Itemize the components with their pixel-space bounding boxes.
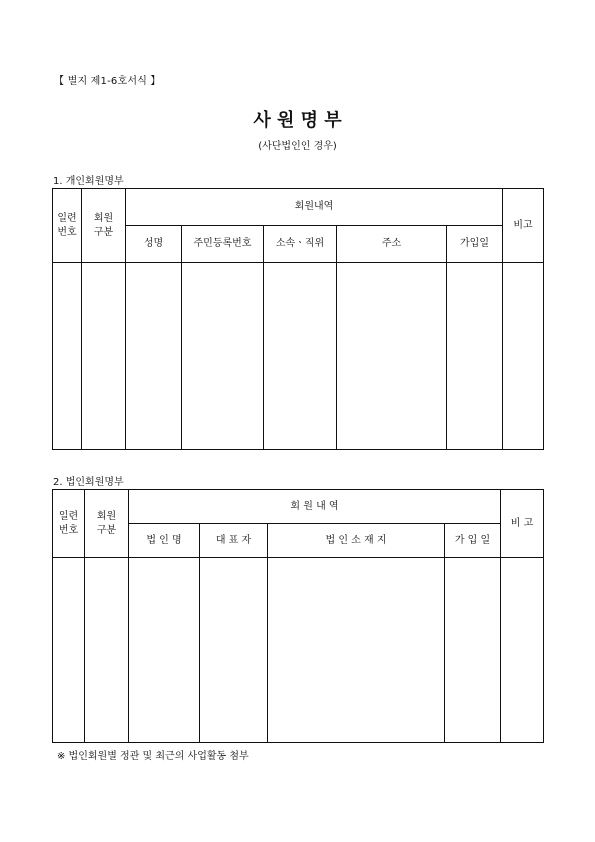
cell-remarks[interactable]: [501, 558, 544, 743]
cell-representative[interactable]: [200, 558, 268, 743]
cell-member-type[interactable]: [82, 263, 126, 450]
cell-name[interactable]: [126, 263, 182, 450]
cell-serial[interactable]: [53, 558, 85, 743]
col-join-date: 가 입 일: [445, 524, 501, 558]
cell-location[interactable]: [268, 558, 445, 743]
remarks-header: 비고: [503, 189, 544, 263]
individual-member-table: [52, 188, 544, 450]
col-affiliation-position: 소속ㆍ직위: [264, 226, 337, 263]
member-type-header: 회원 구분: [85, 490, 129, 558]
col-resident-number: 주민등록번호: [182, 226, 264, 263]
corporate-member-table: [52, 489, 544, 743]
section-heading-individual: 1. 개인회원명부: [53, 176, 124, 187]
cell-affiliation[interactable]: [264, 263, 337, 450]
member-details-header: 회원내역: [126, 189, 503, 226]
cell-join-date[interactable]: [447, 263, 503, 450]
col-address: 주소: [337, 226, 447, 263]
member-type-header: 회원 구분: [82, 189, 126, 263]
cell-address[interactable]: [337, 263, 447, 450]
col-corporation-location: 법 인 소 재 지: [268, 524, 445, 558]
page-title: 사 원 명 부: [253, 110, 342, 131]
page-subtitle: (사단법인인 경우): [258, 141, 337, 152]
col-representative: 대 표 자: [200, 524, 268, 558]
col-join-date: 가입일: [447, 226, 503, 263]
cell-resident-number[interactable]: [182, 263, 264, 450]
serial-number-header: 일련 번호: [53, 189, 82, 263]
cell-remarks[interactable]: [503, 263, 544, 450]
serial-number-header: 일련 번호: [53, 490, 85, 558]
cell-serial[interactable]: [53, 263, 82, 450]
section-heading-corporate: 2. 법인회원명부: [53, 477, 124, 488]
cell-member-type[interactable]: [85, 558, 129, 743]
cell-corporation-name[interactable]: [129, 558, 200, 743]
member-details-header: 회 원 내 역: [129, 490, 501, 524]
form-number: 【 별지 제1-6호서식 】: [54, 76, 161, 87]
attachment-note: ※ 법인회원별 정관 및 최근의 사업활동 첨부: [57, 751, 249, 762]
col-name: 성명: [126, 226, 182, 263]
cell-join-date[interactable]: [445, 558, 501, 743]
col-corporation-name: 법 인 명: [129, 524, 200, 558]
remarks-header: 비 고: [501, 490, 544, 558]
